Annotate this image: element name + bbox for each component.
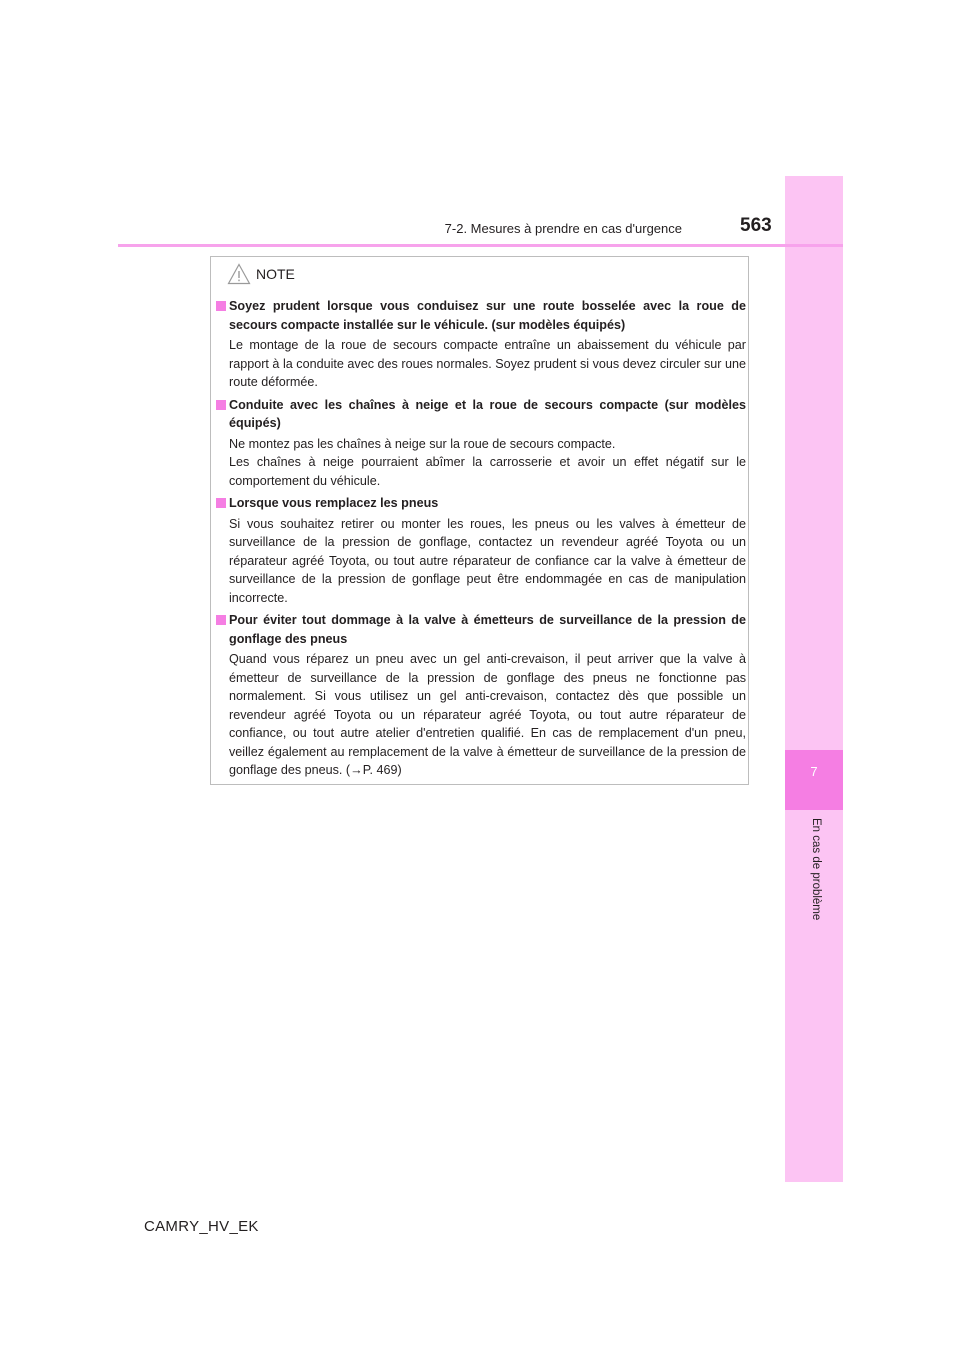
square-bullet-icon [216, 498, 226, 508]
note-item-title: Pour éviter tout dommage à la valve à émetteurs de surveillance de la pression de gonflage des pneus [216, 611, 746, 648]
note-content [216, 297, 746, 784]
square-bullet-icon [216, 301, 226, 311]
note-item-body [229, 515, 746, 608]
paragraph: Le montage de la roue de secours compacte entraîne un abaissement du véhicule par rapport à la conduite avec des roues normales. Soyez prudent si vous devez circuler sur une route déformée. [229, 338, 746, 389]
section-title: 7-2. Mesures à prendre en cas d'urgence [444, 221, 682, 236]
chapter-active-marker [785, 750, 843, 810]
chapter-label: En cas de problème [810, 818, 822, 921]
note-item-body [229, 336, 746, 392]
note-item [216, 396, 746, 491]
note-item [216, 611, 746, 780]
header-divider [118, 244, 843, 247]
note-item [216, 494, 746, 607]
paragraph: Si vous souhaitez retirer ou monter les roues, les pneus ou les valves à émetteur de surveillance de la pression de gonflage, contactez un revendeur agréé Toyota ou un réparateur agréé Toyota, ou tout autre réparateur de confiance car la valve à émetteur de surveillance de la pression de gonflage peut être endommagée en cas de manipulation incorrecte. [229, 516, 746, 605]
paragraph: Quand vous réparez un pneu avec un gel anti-crevaison, il peut arriver que la valve à émetteur de surveillance de la pression de gonflage des pneus ne fonctionne pas normalement. Si vous utilisez un gel anti-crevaison, contactez dès que possible un revendeur agréé Toyota ou un réparateur agréé Toyota, ou tout autre réparateur de confiance, ou tout autre atelier d'entretien qualifié. En cas de remplacement d'un pneu, veillez également au remplacement de la valve à émetteur de surveillance de la pression de gonflage des pneus. (→P. 469) [229, 652, 746, 777]
warning-triangle-icon [227, 263, 251, 285]
note-item [216, 297, 746, 392]
paragraph: Les chaînes à neige pourraient abîmer la carrosserie et avoir un effet négatif sur le comportement du véhicule. [229, 455, 746, 488]
note-header [227, 263, 295, 285]
square-bullet-icon [216, 400, 226, 410]
page-number: 563 [740, 215, 772, 236]
note-box [210, 256, 749, 785]
chapter-number: 7 [810, 764, 818, 779]
note-title: NOTE [256, 266, 295, 282]
model-code: CAMRY_HV_EK [144, 1218, 259, 1235]
note-item-body [229, 435, 746, 491]
note-item-body [229, 650, 746, 780]
note-item-title: Conduite avec les chaînes à neige et la roue de secours compacte (sur modèles équipés) [216, 396, 746, 433]
note-item-title: Lorsque vous remplacez les pneus [216, 494, 746, 513]
note-item-title: Soyez prudent lorsque vous conduisez sur une route bosselée avec la roue de secours compacte installée sur le véhicule. (sur modèles équipés) [216, 297, 746, 334]
square-bullet-icon [216, 615, 226, 625]
paragraph: Ne montez pas les chaînes à neige sur la roue de secours compacte. [229, 436, 616, 451]
